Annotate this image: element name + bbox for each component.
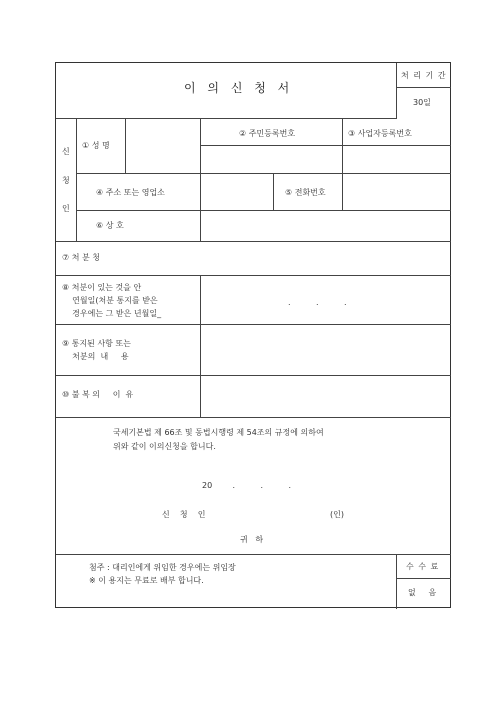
processing-period-label: 처 리 기 간	[401, 71, 447, 80]
divider	[396, 63, 397, 119]
divider	[200, 275, 201, 417]
seal-mark: (인)	[330, 510, 344, 519]
divider	[56, 417, 451, 418]
attachment-note: 첨주 : 대리인에게 위임한 경우에는 위임장 ※ 이 용지는 무료로 배부 합니다.	[89, 563, 236, 585]
fee-value: 없 음	[408, 588, 437, 597]
applicant-sign-label: 신 청 인	[162, 510, 206, 519]
divider	[56, 554, 451, 555]
address-label: ④ 주소 또는 영업소	[96, 188, 165, 197]
date-line: 20 . . .	[202, 481, 292, 490]
phone-label: ⑤ 전화번호	[285, 188, 326, 197]
objection-form	[55, 62, 451, 608]
agency-label: ⑦ 처 분 청	[62, 253, 100, 262]
divider	[200, 145, 451, 146]
reason-label: ⑩ 불 복 의 이 유	[62, 390, 134, 399]
divider	[396, 554, 397, 609]
divider	[342, 118, 343, 173]
divider	[76, 118, 77, 241]
divider	[342, 173, 343, 210]
date-value: . . .	[288, 298, 347, 307]
divider	[56, 375, 451, 376]
name-label: ① 성 명	[82, 141, 110, 150]
divider	[273, 173, 274, 210]
divider	[396, 87, 451, 88]
divider	[56, 324, 451, 325]
form-title: 이 의 신 청 서	[184, 81, 294, 95]
fee-label: 수 수 료	[406, 562, 440, 571]
brn-label: ③ 사업자등록번호	[348, 129, 412, 138]
trade-name-label: ⑥ 상 호	[96, 221, 124, 230]
applicant-label-1: 신	[62, 147, 70, 156]
notice-label: ⑨ 통지된 사항 또는 처분의 내 용	[62, 339, 131, 361]
divider	[56, 275, 451, 276]
divider	[396, 578, 451, 579]
divider	[76, 210, 451, 211]
divider	[56, 118, 396, 119]
addressee-label: 귀 하	[240, 535, 264, 544]
processing-period-value: 30일	[413, 98, 431, 107]
date-label: ⑧ 처분이 있는 것을 안 연월일(처분 통지를 받은 경우에는 그 받은 년월일_	[62, 283, 162, 318]
applicant-label-3: 인	[62, 204, 70, 213]
divider	[56, 241, 451, 242]
divider	[76, 173, 451, 174]
statement-text: 국세기본법 제 66조 및 동법시행령 제 54조의 규정에 의하여 위와 같이 이의신청을 합니다.	[113, 428, 324, 451]
applicant-label-2: 청	[62, 176, 70, 185]
divider	[200, 118, 201, 241]
divider	[125, 118, 126, 173]
rrn-label: ② 주민등록번호	[239, 129, 296, 138]
